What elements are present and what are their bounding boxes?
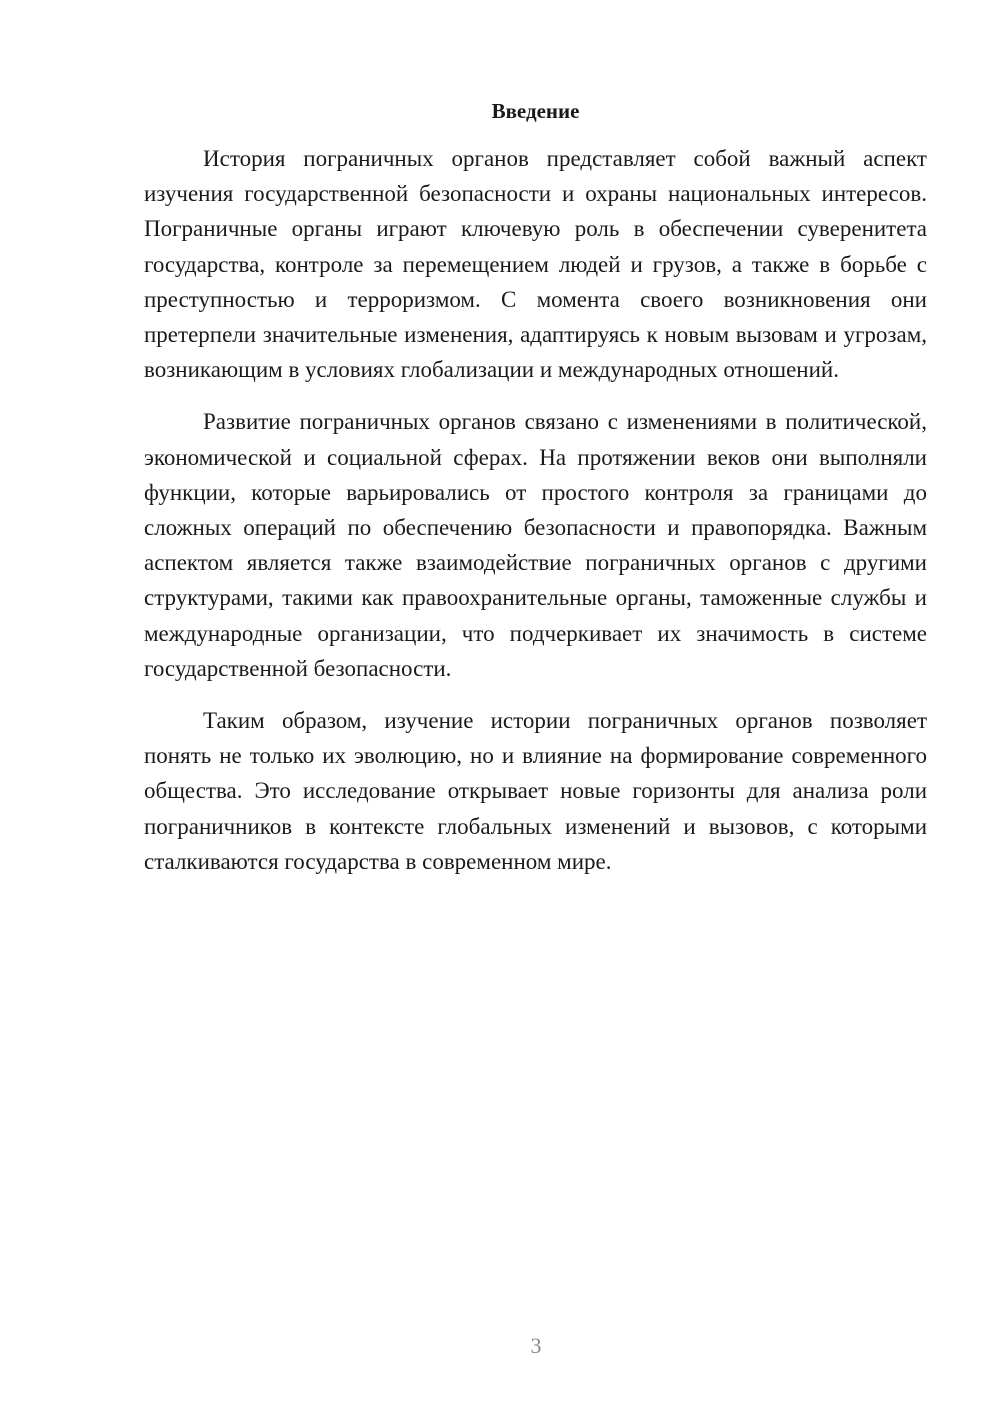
paragraph-3: Таким образом, изучение истории пограничных органов позволяет понять не только их эволюцию, но и влияние на формирование современного общества. Это исследование открывает новые горизонты для анализа роли пограничников в контексте глобальных изменений и вызовов, с которыми сталкиваются государства в современном мире. [144, 708, 927, 874]
paragraph-2: Развитие пограничных органов связано с изменениями в политической, экономической и социальной сферах. На протяжении веков они выполняли функции, которые варьировались от простого контроля за границами до сложных операций по обеспечению безопасности и правопорядка. Важным аспектом является также взаимодействие пограничных органов с другими структурами, такими как правоохранительные органы, таможенные службы и международные организации, что подчеркивает их значимость в системе государственной безопасности. [144, 409, 927, 681]
paragraph-1: История пограничных органов представляет собой важный аспект изучения государственной безопасности и охраны национальных интересов. Пограничные органы играют ключевую роль в обеспечении суверенитета государства, контроле за перемещением людей и грузов, а также в борьбе с преступностью и терроризмом. С момента своего возникновения они претерпели значительные изменения, адаптируясь к новым вызовам и угрозам, возникающим в условиях глобализации и международных отношений. [144, 146, 927, 383]
page-number: 3 [530, 1333, 542, 1358]
body-text [144, 141, 927, 896]
section-heading: Введение [491, 99, 580, 123]
